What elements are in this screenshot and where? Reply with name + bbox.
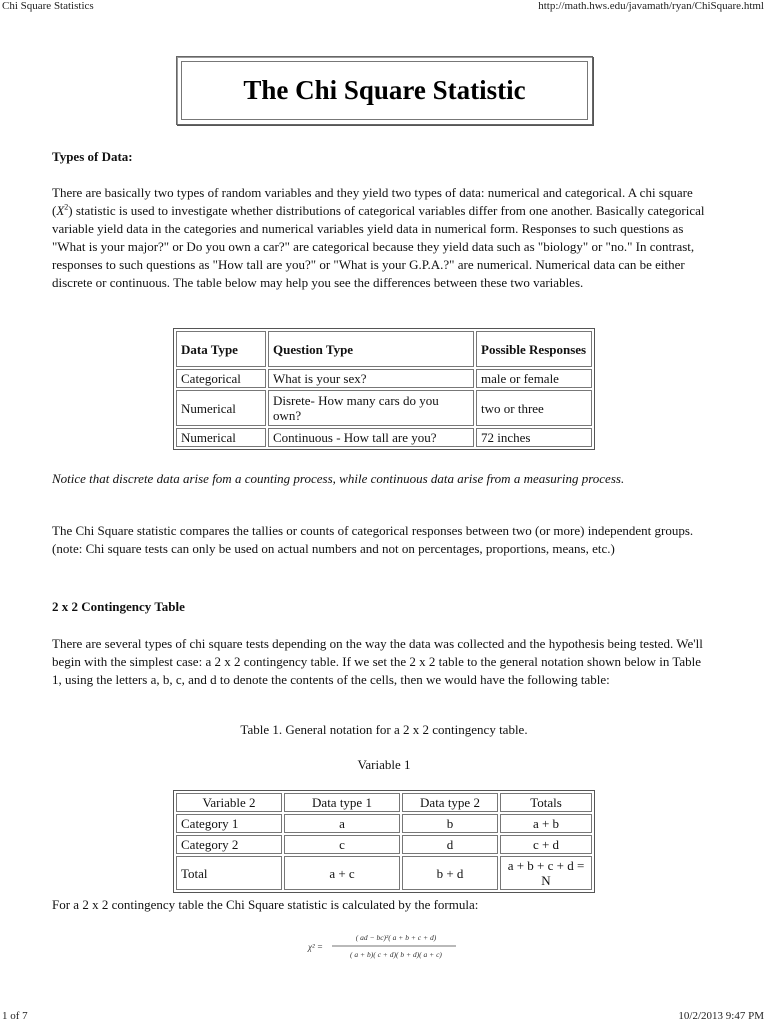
table-header-cell: Variable 2 <box>176 793 282 812</box>
table-cell: c <box>284 835 400 854</box>
contingency-table <box>173 790 595 893</box>
table-cell: Category 2 <box>176 835 282 854</box>
table-cell: Numerical <box>176 390 266 426</box>
table-header-cell: Data Type <box>176 331 266 367</box>
table-cell: Numerical <box>176 428 266 447</box>
table-cell: a <box>284 814 400 833</box>
table-cell: d <box>402 835 498 854</box>
formula-denominator: ( a + b)( c + d)( b + d)( a + c) <box>350 950 442 959</box>
note-discrete-continuous: Notice that discrete data arise fom a counting process, while continuous data arise from a measuring process. <box>52 471 625 486</box>
data-types-table <box>173 328 595 450</box>
table-header-cell: Totals <box>500 793 592 812</box>
print-header-title: Chi Square Statistics <box>2 0 94 12</box>
paragraph-types-of-data <box>52 184 712 292</box>
table-cell: Continuous - How tall are you? <box>268 428 474 447</box>
table-row <box>176 835 592 854</box>
print-footer-timestamp: 10/2/2013 9:47 PM <box>678 1010 764 1022</box>
table-header-row <box>176 331 592 367</box>
table-cell: Disrete- How many cars do you own? <box>268 390 474 426</box>
section-heading-types-of-data: Types of Data: <box>52 149 133 164</box>
table-cell: a + b + c + d = N <box>500 856 592 890</box>
print-footer-page-count: 1 of 7 <box>2 1010 28 1022</box>
table-cell: What is your sex? <box>268 369 474 388</box>
section-heading-contingency: 2 x 2 Contingency Table <box>52 599 185 614</box>
variable-label: Variable 1 <box>357 757 411 772</box>
table-header-cell: Data type 2 <box>402 793 498 812</box>
chi-square-formula <box>306 926 456 966</box>
chi-exponent: 2 <box>64 202 69 212</box>
chi-symbol: X <box>56 203 65 218</box>
paragraph-chi-compare: The Chi Square statistic compares the tallies or counts of categorical responses between two (or more) independent groups. (note: Chi square tests can only be used on actual numbers and not on percentages, proportions, means, etc.) <box>52 523 694 556</box>
paragraph-contingency: There are several types of chi square tests depending on the way the data was collected and the hypothesis being tested. We'll begin with the simplest case: a 2 x 2 contingency table. If we set the 2 x 2 table to the general notation shown below in Table 1, using the letters a, b, c, and d to denote the contents of the cells, then we would have the following table: <box>52 636 703 687</box>
print-header-url: http://math.hws.edu/javamath/ryan/ChiSquare.html <box>538 0 764 12</box>
table-cell: Categorical <box>176 369 266 388</box>
table-cell: c + d <box>500 835 592 854</box>
formula-lhs: χ² = <box>308 942 323 952</box>
table-cell: b + d <box>402 856 498 890</box>
table-header-row <box>176 793 592 812</box>
table-cell: two or three <box>476 390 592 426</box>
table-cell: a + c <box>284 856 400 890</box>
title-box <box>176 56 593 125</box>
table-cell: a + b <box>500 814 592 833</box>
paragraph-text-before: There are basically two types of random variables and they yield two types of data: numerical and categorical. A chi square ( <box>52 185 693 218</box>
table-row <box>176 428 592 447</box>
table-header-cell: Possible Responses <box>476 331 592 367</box>
table-row <box>176 369 592 388</box>
table-caption: Table 1. General notation for a 2 x 2 contingency table. <box>240 722 528 737</box>
formula-numerator: ( ad − bc)²( a + b + c + d) <box>355 933 437 942</box>
table-row <box>176 856 592 890</box>
table-cell: Total <box>176 856 282 890</box>
page-title: The Chi Square Statistic <box>181 61 588 120</box>
formula-intro: For a 2 x 2 contingency table the Chi Square statistic is calculated by the formula: <box>52 897 479 912</box>
paragraph-text-after: ) statistic is used to investigate whether distributions of categorical variables differ from one another. Basically categorical variable yield data in the categories and numerical variables yield data in numerical form. Responses to such questions as "What is your major?" or Do you own a car?" are categorical because they yield data such as "biology" or "no." In contrast, responses to such questions as "How tall are you?" or "What is your G.P.A.?" are numerical. Numerical data can be either discrete or continuous. The table below may help you see the differences between these two variables. <box>52 203 705 290</box>
table-row <box>176 814 592 833</box>
table-row <box>176 390 592 426</box>
table-header-cell: Question Type <box>268 331 474 367</box>
table-cell: 72 inches <box>476 428 592 447</box>
table-header-cell: Data type 1 <box>284 793 400 812</box>
table-cell: Category 1 <box>176 814 282 833</box>
table-cell: male or female <box>476 369 592 388</box>
table-cell: b <box>402 814 498 833</box>
